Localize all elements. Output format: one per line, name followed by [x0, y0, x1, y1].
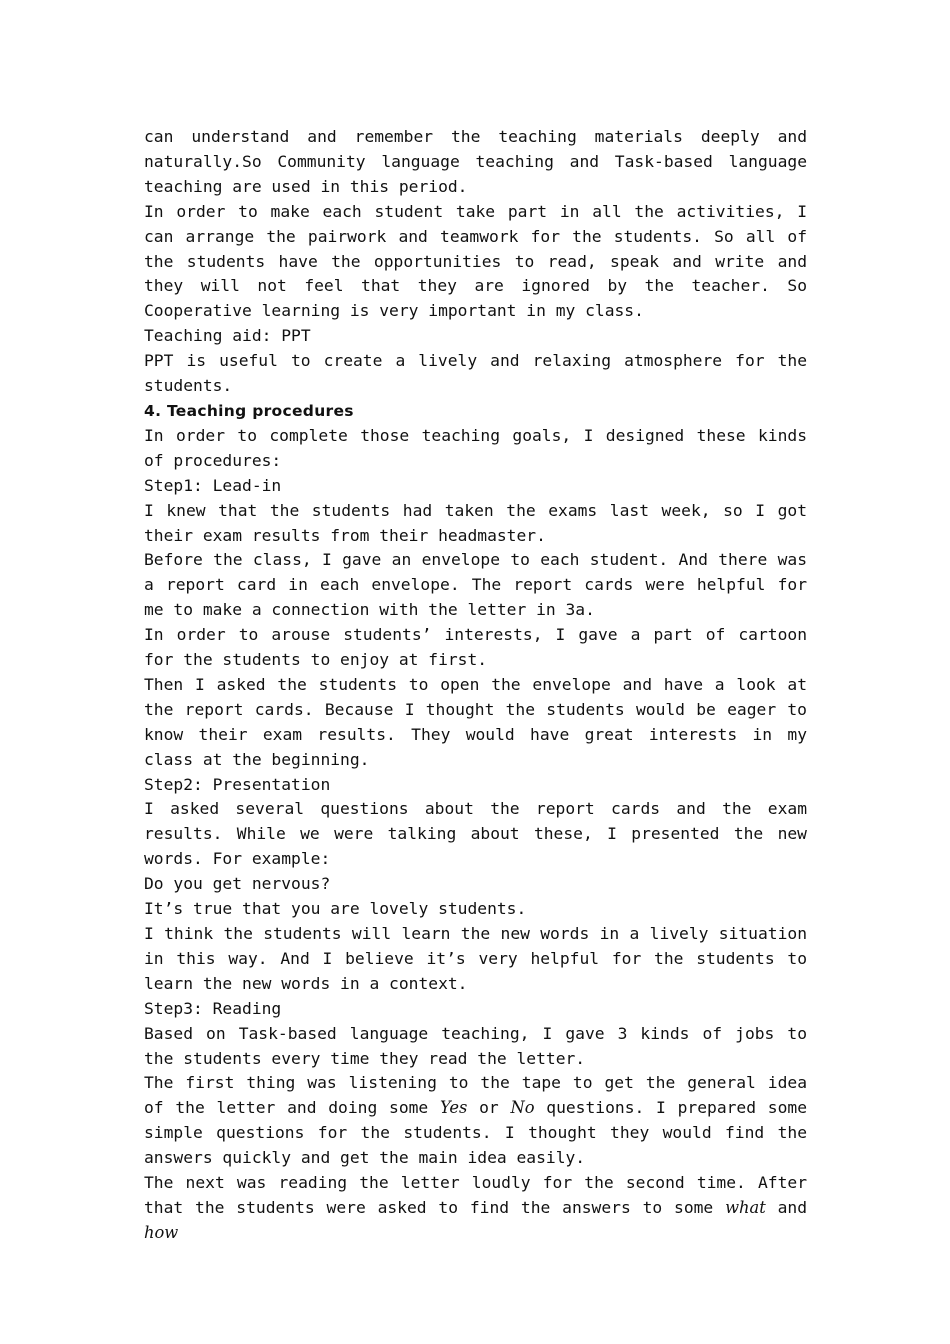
- paragraph-open-envelope: Then I asked the students to open the envelope and have a look at the report cards. Because I thought the students would be eager to know their exam results. They would have great interests in my class at the beginning.: [144, 674, 807, 769]
- paragraph-questions: I asked several questions about the report cards and the exam results. While we were talking about these, I presented the new words. For example:: [144, 799, 807, 869]
- italic-yes: Yes: [440, 1098, 468, 1118]
- paragraph-ppt: PPT is useful to create a lively and relaxing atmosphere for the students.: [144, 351, 807, 396]
- listening-text-b: questions. I prepared some simple questions for the students. I thought they would find the answers quickly and get the main idea easily.: [144, 1098, 807, 1168]
- paragraph-procedures-intro: In order to complete those teaching goals, I designed these kinds of procedures:: [144, 425, 807, 470]
- italic-what: what: [725, 1197, 766, 1217]
- step2-label: Step2: Presentation: [144, 774, 331, 794]
- paragraph-new-words: I think the students will learn the new words in a lively situation in this way. And I believe it’s very helpful for the students to learn the new words in a context.: [144, 924, 807, 993]
- italic-how: how: [144, 1222, 179, 1242]
- teaching-aid-label: Teaching aid: PPT: [144, 326, 311, 346]
- step3-label: Step3: Reading: [144, 998, 282, 1018]
- reading-text-and: and: [765, 1197, 807, 1217]
- step1-label: Step1: Lead-in: [144, 475, 282, 495]
- paragraph-exam-results: I knew that the students had taken the exams last week, so I got their exam results from their headmaster.: [144, 500, 807, 545]
- paragraph-reading-aloud: [144, 1171, 807, 1246]
- section-heading-teaching-procedures: 4. Teaching procedures: [144, 401, 354, 420]
- paragraph-methods-intro: can understand and remember the teaching materials deeply and naturally.So Community language teaching and Task-based language teaching are used in this period.: [144, 127, 807, 196]
- listening-text-or: or: [467, 1098, 511, 1118]
- reading-text-a: The next was reading the letter loudly for the second time. After that the students were asked to find the answers to some: [144, 1173, 807, 1217]
- paragraph-task-based: Based on Task-based language teaching, I gave 3 kinds of jobs to the students every time they read the letter.: [144, 1023, 807, 1068]
- italic-no: No: [510, 1098, 535, 1118]
- paragraph-envelope: Before the class, I gave an envelope to each student. And there was a report card in each envelope. The report cards were helpful for me to make a connection with the letter in 3a.: [144, 550, 807, 620]
- document-page: [144, 125, 807, 1246]
- example-sentence-1: Do you get nervous?: [144, 874, 331, 894]
- paragraph-listening: [144, 1071, 807, 1171]
- example-sentence-2: It’s true that you are lovely students.: [144, 899, 527, 919]
- paragraph-cooperative-learning: In order to make each student take part in all the activities, I can arrange the pairwork and teamwork for the students. So all of the students have the opportunities to read, speak and write and they will not feel that they are ignored by the teacher. So Cooperative learning is very important in my class.: [144, 201, 807, 321]
- paragraph-cartoon: In order to arouse students’ interests, I gave a part of cartoon for the students to enjoy at first.: [144, 625, 807, 670]
- listening-text-a: The first thing was listening to the tape to get the general idea of the letter and doing some: [144, 1073, 807, 1118]
